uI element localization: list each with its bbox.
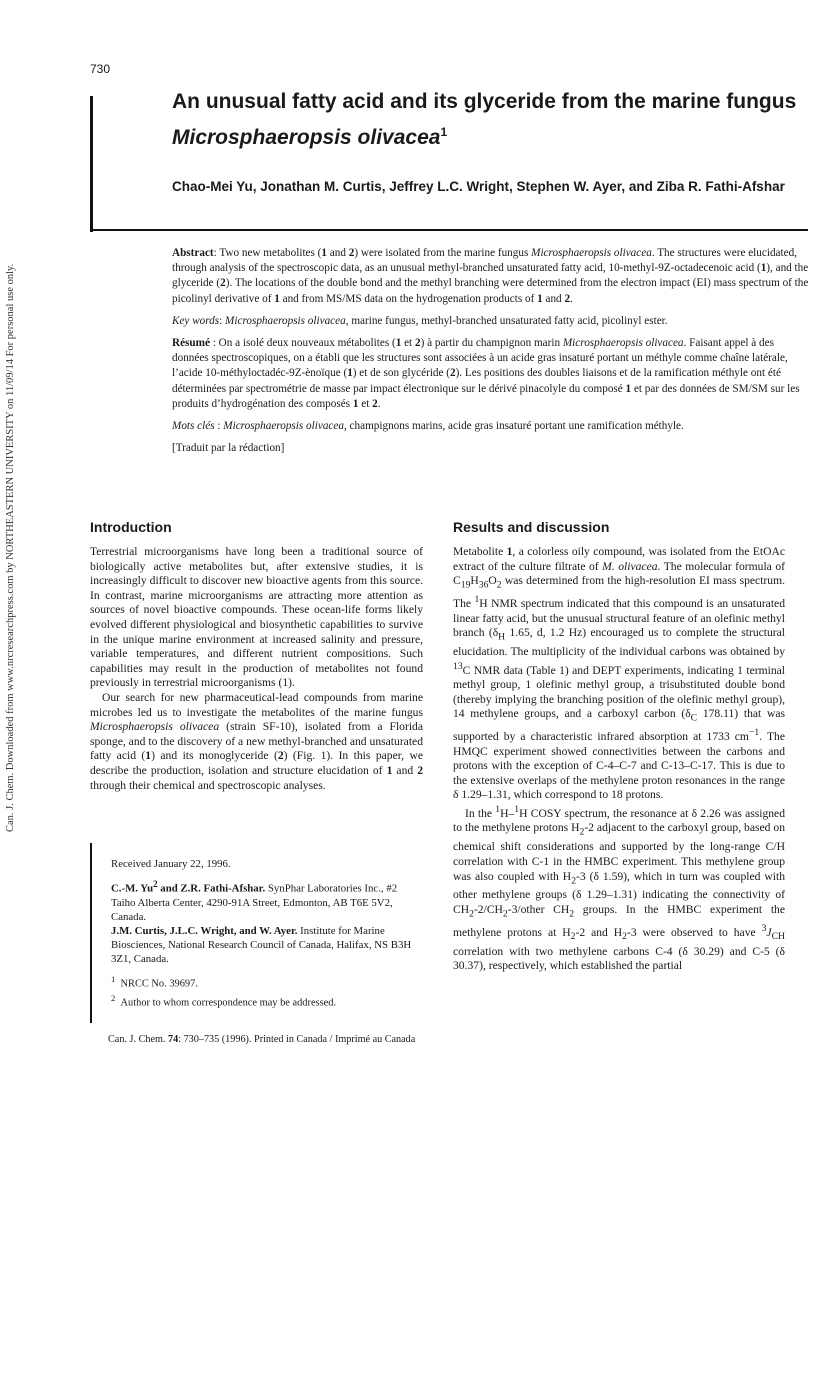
- compound-ref: 1: [386, 763, 393, 777]
- results-paragraph-1: [453, 545, 785, 803]
- results-text: -2 and H: [575, 925, 623, 939]
- compound-ref: 2: [277, 749, 284, 763]
- results-text: -3/other CH: [507, 903, 570, 917]
- compound-ref: 2: [348, 247, 355, 259]
- results-text: H NMR spectrum indicated that this compound is an unsaturated linear fatty acid, but the unusual structural feature of an olefinic methyl branch (δ: [453, 596, 785, 640]
- superscript: −1: [748, 727, 760, 739]
- intro-text: and: [392, 763, 418, 777]
- species-name: Microsphaeropsis olivacea: [225, 314, 346, 327]
- footnote-2: [111, 991, 416, 1010]
- abstract-text: ). The locations of the double bond and the methyl branching were determined from the electron impact (EI) mass spectrum of the picolinyl derivative of: [172, 277, 809, 305]
- results-text: -3 were observed to have: [626, 925, 762, 939]
- results-text: . The HMQC experiment showed connectivities between the carbons and protons with the exception of C-4–C-7 and C-13–C-17. This is due to the extensive overlaps of the methylene proton resonances in the range δ 1.29–1.31, which correspond to 18 protons.: [453, 730, 785, 802]
- abstract: [172, 246, 812, 307]
- compound-ref: 2: [414, 337, 421, 350]
- results-heading: Results and discussion: [453, 519, 610, 535]
- results-text: . The molecular formula of C: [453, 559, 785, 588]
- compound-ref: 2: [417, 763, 423, 777]
- footnote-mark: 2: [153, 879, 158, 889]
- results-text: , a colorless oily compound, was isolated from the EtOAc extract of the culture filtrate of: [453, 545, 785, 573]
- abstract-text: ) were isolated from the marine fungus: [354, 247, 532, 259]
- introduction-column: [90, 545, 423, 793]
- translation-note: [Traduit par la rédaction]: [172, 442, 285, 455]
- compound-ref: 2: [450, 367, 456, 380]
- abstract-label: Abstract: [172, 247, 214, 259]
- intro-text: (strain SF-10), isolated from a Florida sponge, and to the discovery of a new methyl-branched and unsaturated fatty acid (: [90, 720, 423, 763]
- results-text: C NMR data (Table 1) and DEPT experiments, indicating 1 terminal methyl group, 1 olefinic methyl group, a trisubstituted double bond (thereby implying the branching position of the olefinic methyl group), 14 methylene groups, and a carboxyl carbon (δ: [453, 663, 785, 721]
- species-name: Microsphaeropsis olivacea: [223, 420, 344, 433]
- affiliation-names: and Z.R. Fathi-Afshar.: [157, 882, 266, 895]
- intro-text: through their chemical and spectroscopic analyses.: [90, 778, 326, 792]
- coupling-symbol: J: [766, 925, 772, 939]
- affiliation-1: [111, 877, 416, 924]
- resume-text: et: [358, 397, 373, 410]
- species-name: Microsphaeropsis olivacea: [562, 337, 684, 350]
- subscript: 19: [460, 579, 471, 591]
- resume-text: et: [401, 337, 415, 350]
- journal-name: Can. J. Chem.: [108, 1034, 168, 1045]
- results-text: groups. In the HMBC experiment the methylene protons at H: [453, 903, 785, 939]
- intro-text: Our search for new pharmaceutical-lead compounds from marine microbes led us to investigate the metabolites of the marine fungus: [90, 690, 423, 719]
- introduction-paragraph-1: Terrestrial microorganisms have long been a traditional source of biologically active metabolites but, after extensive studies, it is increasingly difficult to discover new bioactive agents from this source. In contrast, marine microorganisms are attracting more attention as sources of novel bioactive compounds. These ocean-life forms likely evolved different physiological and biosynthetic capabilities to survive in the unique marine environment at increased salinity and pressure, variable temperatures, and different nutrient compositions. Such capabilities may result in the production of metabolites not found previously in terrestrial microorganisms (1).: [90, 545, 423, 690]
- abstract-block: [172, 246, 812, 463]
- footnote-text: Author to whom correspondence may be addressed.: [120, 997, 337, 1009]
- compound-ref: 2: [220, 277, 226, 290]
- resume-text: ). Les positions des doubles liaisons et de la ramification méthyle ont été déterminées par spectrométrie de masse par impact électronique sur le dérivé pinacolyle du composé: [172, 367, 781, 395]
- species-name: Microsphaeropsis olivacea: [90, 720, 220, 734]
- resume-text: ) à partir du champignon marin: [420, 337, 563, 350]
- keywords-sep: :: [219, 314, 226, 327]
- title-species: Microsphaeropsis olivacea: [172, 126, 441, 149]
- subscript: 2: [502, 908, 508, 920]
- superscript: 1: [514, 804, 520, 816]
- page-number: 730: [90, 62, 111, 76]
- affiliation-address: SynPhar Laboratories Inc., #2 Taiho Alberta Center, 4290-91A Street, Edmonton, AB T6E 5V2, Canada.: [111, 882, 398, 923]
- paper-title: [172, 87, 812, 153]
- abstract-text: . The structures were elucidated, through analysis of the spectroscopic data, as an unusual methyl-branched unsaturated fatty acid, 10-methyl-9Z-octadecenoic acid (: [172, 247, 797, 275]
- results-text: O: [488, 574, 497, 588]
- abstract-text: .: [570, 292, 573, 305]
- received-date: Received January 22, 1996.: [111, 858, 231, 870]
- intro-text: ) (Fig. 1). In this paper, we describe the production, isolation and structure elucidation of: [90, 749, 423, 777]
- compound-ref: 1: [274, 292, 280, 305]
- compound-ref: 1: [625, 382, 632, 395]
- subscript: 2: [579, 826, 585, 838]
- mots-cles-text: , champignons marins, acide gras insaturé portant une ramification méthyle.: [343, 420, 684, 433]
- superscript: 1: [495, 804, 501, 816]
- header-left-bar: [90, 96, 93, 232]
- resume-text: ) et de son glycéride (: [352, 367, 451, 380]
- resume-text: : On a isolé deux nouveaux métabolites (: [209, 337, 396, 350]
- results-text: In the: [465, 806, 496, 820]
- abstract-text: and from MS/MS data on the hydrogenation products of: [279, 292, 538, 305]
- resume-label: Résumé: [172, 337, 210, 350]
- species-name: Microsphaeropsis olivacea: [531, 247, 652, 259]
- citation-footer: [108, 1034, 415, 1045]
- introduction-heading: Introduction: [90, 519, 172, 535]
- compound-ref: 1: [145, 749, 152, 763]
- mots-cles: [172, 419, 812, 434]
- results-text: H–: [500, 806, 515, 820]
- affiliation-names: C.-M. Yu: [111, 882, 154, 895]
- results-text: -3 (δ 1.59), which in turn was coupled with other methylene groups (δ 1.29–1.31) indicating the connectivity of CH: [453, 869, 785, 917]
- superscript: 13: [453, 660, 463, 672]
- abstract-text: ), and the glyceride (: [172, 262, 809, 290]
- intro-text: ) and its monoglyceride (: [151, 749, 278, 763]
- mots-cles-sep: :: [214, 420, 224, 433]
- compound-ref: 1: [506, 545, 513, 558]
- affiliation-2: [111, 924, 416, 966]
- subscript: 2: [569, 908, 575, 920]
- author-list: Chao-Mei Yu, Jonathan M. Curtis, Jeffrey L.C. Wright, Stephen W. Ayer, and Ziba R. Fathi-Afshar: [172, 179, 785, 194]
- results-text: 1.65, d, 1.2 Hz) encouraged us to complete the structural elucidation. The multiplicity of the individual carbons was obtained by: [453, 626, 786, 659]
- results-text: -2/CH: [473, 903, 503, 917]
- results-column: [453, 545, 785, 974]
- results-text: H COSY spectrum, the resonance at δ 2.26 was assigned to the methylene protons H: [453, 806, 785, 835]
- keywords: [172, 314, 812, 329]
- affiliation-address: Institute for Marine Biosciences, National Research Council of Canada, Halifax, NS B3H 3Z1, Canada.: [111, 924, 412, 965]
- subscript: 2: [622, 931, 627, 943]
- footnote-text: NRCC No. 39697.: [120, 978, 198, 990]
- results-text: H: [470, 574, 479, 588]
- species-name: M. olivacea: [602, 559, 658, 573]
- keywords-text: , marine fungus, methyl-branched unsaturated fatty acid, picolinyl ester.: [345, 314, 668, 327]
- compound-ref: 1: [347, 367, 353, 380]
- results-text: correlation with two methylene carbons C-4 (δ 30.29) and C-5 (δ 30.37), respectively, which established the partial: [453, 944, 785, 973]
- resume-text: .: [377, 397, 381, 410]
- results-text: -2 adjacent to the carboxyl group, based on chemical shift considerations and supported by the long-range C/H correlation with C-1 in the HMBC experiment. This methylene group was also coupled with H: [453, 821, 786, 883]
- keywords-label: Key words: [172, 314, 220, 327]
- resume: [172, 336, 812, 412]
- side-notice: [4, 263, 18, 1392]
- results-text: 178.11) that was supported by a characteristic infrared absorption at 1733 cm: [453, 707, 785, 744]
- subscript: 2: [469, 908, 474, 920]
- abstract-text: and: [542, 292, 565, 305]
- resume-text: et par des données de SM/SM sur les produits d’hydrogénation des composés: [172, 382, 800, 410]
- compound-ref: 1: [321, 247, 327, 259]
- superscript: 1: [474, 594, 480, 606]
- results-text: was determined from the high-resolution EI mass spectrum. The: [453, 574, 785, 610]
- compound-ref: 2: [372, 397, 378, 410]
- affiliation-names: J.M. Curtis, J.L.C. Wright, and W. Ayer.: [111, 924, 298, 937]
- footnote-1: [111, 972, 416, 991]
- subscript: H: [498, 631, 506, 643]
- footnote-mark: 2: [111, 993, 116, 1004]
- subscript: C: [690, 712, 698, 724]
- results-paragraph-2: [453, 803, 785, 974]
- side-notice-text: Can. J. Chem. Downloaded from www.nrcresearchpress.com by NORTHEASTERN UNIVERSITY on 11/09/14 For personal use only.: [5, 263, 16, 832]
- title-footnote-mark: 1: [440, 125, 448, 139]
- subscript: CH: [771, 931, 785, 943]
- citation-details: : 730–735 (1996). Printed in Canada / Imprimé au Canada: [178, 1034, 416, 1045]
- subscript: 2: [496, 579, 502, 591]
- subscript: 36: [478, 579, 489, 591]
- journal-volume: 74: [168, 1034, 179, 1045]
- superscript: 3: [761, 922, 767, 934]
- footnote-mark: 1: [111, 973, 116, 984]
- compound-ref: 1: [395, 337, 402, 350]
- results-text: Metabolite: [453, 545, 507, 558]
- resume-text: . Faisant appel à des données spectroscopiques, on a établi que les structures sont associées à un acide gras insaturé portant un méthyle comme chaîne latérale, l’acide 10-méthyloctadéc-9Z-ènoïque (: [172, 337, 788, 380]
- title-text: An unusual fatty acid and its glyceride from the marine fungus: [172, 90, 797, 113]
- subscript: 2: [570, 931, 576, 943]
- mots-cles-label: Mots clés: [172, 420, 215, 433]
- compound-ref: 2: [564, 292, 571, 305]
- article-info-content: [111, 857, 416, 1011]
- header-rule: [90, 229, 808, 231]
- article-info-box: [90, 843, 425, 1023]
- abstract-text: and: [327, 247, 349, 259]
- compound-ref: 1: [537, 292, 543, 305]
- compound-ref: 1: [352, 397, 359, 410]
- introduction-paragraph-2: [90, 691, 423, 793]
- abstract-text: : Two new metabolites (: [213, 247, 322, 259]
- compound-ref: 1: [760, 262, 767, 275]
- subscript: 2: [571, 874, 577, 886]
